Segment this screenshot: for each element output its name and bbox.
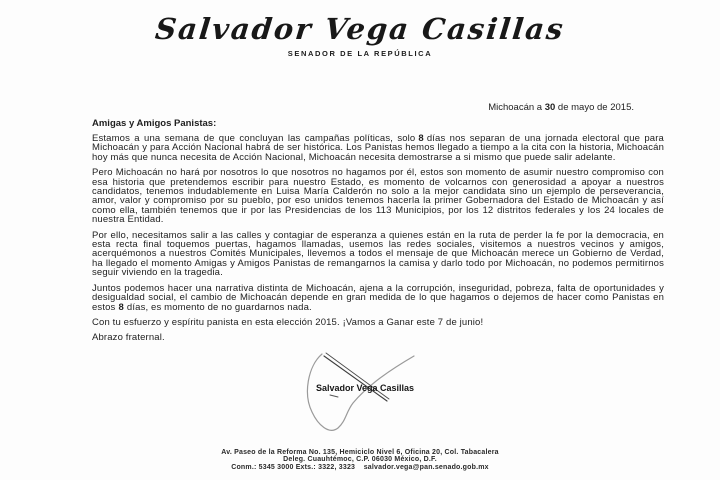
paragraph-1-text-cont: días nos separan de una jornada electoral que para Michoacán y para Acción Nacional habrá de ser histórica. Los Panistas hemos llegado a tiempo a la cita con la historia, Michoacán hoy más que nunca necesita de Acción Nacional, Michoacán necesita demostrarse a si mismo que puede salir adelante.	[92, 133, 664, 163]
signature-name: Salvador Vega Casillas	[315, 383, 415, 393]
paragraph-4-number: 8	[118, 301, 124, 313]
paragraph-5: Con tu esfuerzo y espíritu panista en esta elección 2015. ¡Vamos a Ganar este 7 de junio!	[92, 316, 484, 328]
paragraph-2: Pero Michoacán no hará por nosotros lo que nosotros no hagamos por él, estos son momento de asumir nuestro compromiso con esa historia que pretendemos escribir para nuestro Estado, es momento de volcarnos con generosidad a apoyar a nuestros candidatos, tenemos indudablemente en Luisa María Calderón no solo a la mejor candidata sino un ejemplo de perseverancia, amor, valor y compromiso por su pueblo, por eso unidos tenemos hacerla la primer Gobernadora del Estado de Michoacán y así como ella, también tenemos que ir por las Presidencias de los 113 Municipios, por los 12 distritos federales y los 24 locales de nuestra Entidad.	[92, 167, 664, 226]
paragraph-6-closing: Abrazo fraternal.	[92, 332, 165, 344]
footer-address-line1: Av. Paseo de la Reforma No. 135, Hemiciclo Nivel 6, Oficina 20, Col. Tabacalera	[221, 448, 499, 456]
date-line	[92, 102, 664, 113]
letterhead-title: SENADOR DE LA REPÚBLICA	[287, 49, 433, 58]
date-prefix: Michoacán a	[488, 102, 545, 113]
paragraph-1-number: 8	[418, 133, 424, 144]
salutation: Amigas y Amigos Panistas:	[92, 118, 217, 129]
date-suffix: de mayo de 2015.	[555, 102, 634, 113]
letterhead	[0, 12, 720, 58]
footer-address	[0, 449, 720, 472]
letter-body	[92, 118, 664, 349]
paragraph-1	[92, 134, 664, 162]
signature-block	[260, 344, 470, 446]
footer-contact-line: Conm.: 5345 3000 Exts.: 3322, 3323 salvador.vega@pan.senado.gob.mx	[231, 464, 489, 472]
paragraph-4	[92, 284, 664, 312]
signature-scrawl-icon	[268, 344, 468, 444]
date-day: 30	[544, 102, 556, 113]
footer-address-line2: Deleg. Cuauhtémoc, C.P. 06030 México, D.F.	[283, 456, 437, 464]
paragraph-1-text: Estamos a una semana de que concluyan las campañas políticas, solo	[92, 133, 416, 144]
letterhead-name: Salvador Vega Casillas	[153, 12, 567, 46]
paragraph-4-text: Juntos podemos hacer una narrativa distinta de Michoacán, ajena a la corrupción, inseguridad, pobreza, falta de oportunidades y desigualdad social, el cambio de Michoacán depende en gran medida de lo que hagamos o dejemos de hacer como Panistas en estos	[92, 282, 664, 313]
paragraph-3: Por ello, necesitamos salir a las calles y contagiar de esperanza a quienes están en la ruta de perder la fe por la democracia, en esta recta final toquemos puertas, hagamos llamadas, usemos las redes sociales, visitemos a nuestros vecinos y amigos, acerquémonos a nuestros Comités Municipales, llevemos a todos el mensaje de que Michoacán merece un Gobierno de Verdad, ha llegado el momento Amigas y Amigos Panistas de remangarnos la camisa y darlo todo por Michoacán, no podemos permitirnos seguir viviendo en la tragedia.	[92, 229, 664, 279]
paragraph-4-text-cont: días, es momento de no guardarnos nada.	[126, 301, 312, 313]
